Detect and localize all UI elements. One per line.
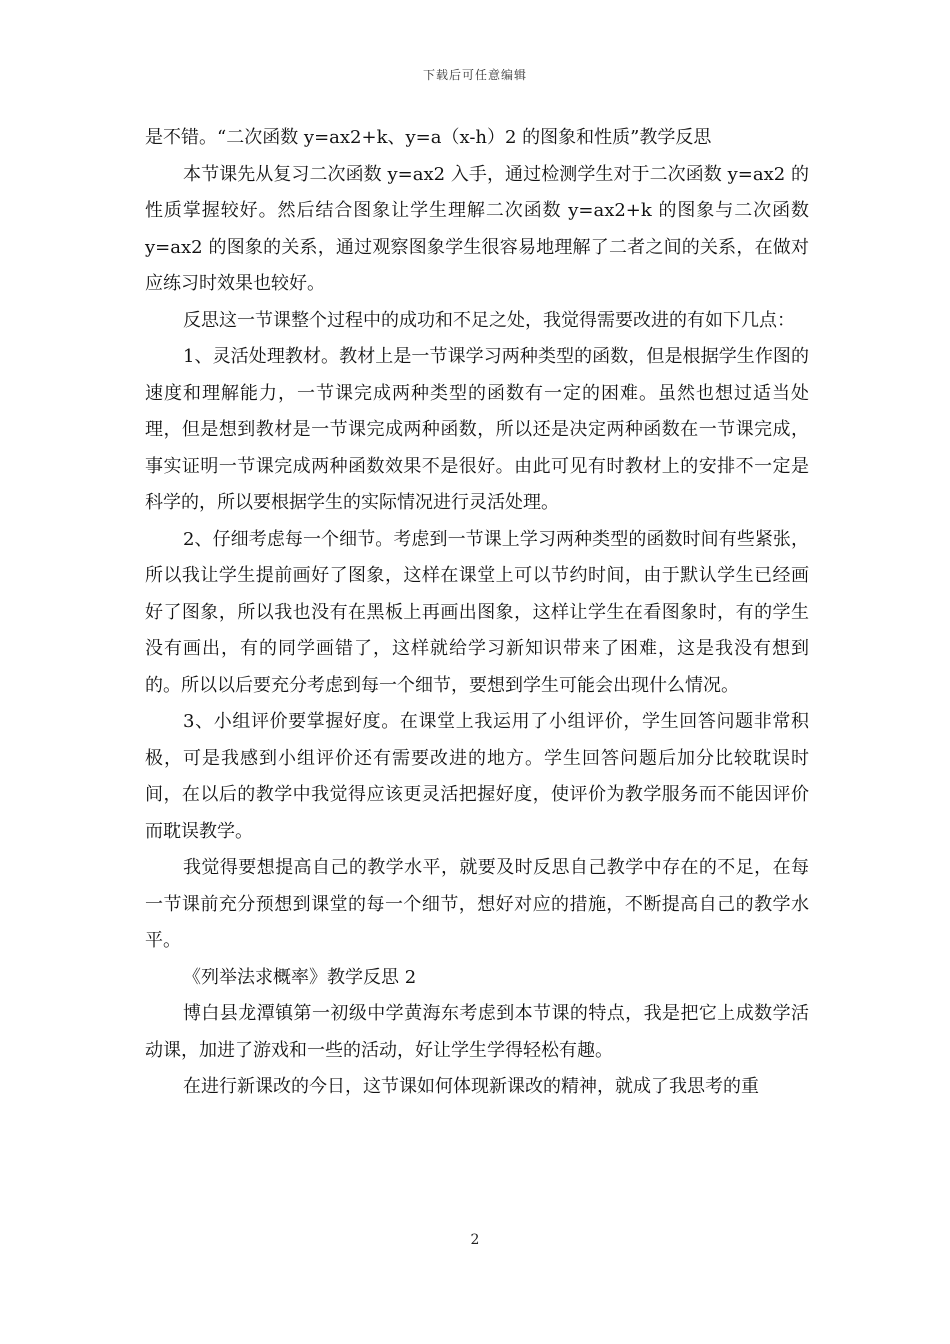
page-number: 2 (470, 1232, 480, 1248)
document-body (145, 120, 809, 1106)
paragraph: 我觉得要想提高自己的教学水平，就要及时反思自己教学中存在的不足，在每一节课前充分预想到课堂的每一个细节，想好对应的措施，不断提高自己的教学水平。 (145, 857, 809, 951)
list-item: 3、小组评价要掌握好度。在课堂上我运用了小组评价，学生回答问题非常积极，可是我感到小组评价还有需要改进的地方。学生回答问题后加分比较耽误时间，在以后的教学中我觉得应该更灵活把握好度，使评价为教学服务而不能因评价而耽误教学。 (145, 711, 809, 842)
page-header: 下载后可任意编辑 (422, 68, 527, 82)
list-item: 2、仔细考虑每一个细节。考虑到一节课上学习两种类型的函数时间有些紧张，所以我让学生提前画好了图象，这样在课堂上可以节约时间，由于默认学生已经画好了图象，所以我也没有在黑板上再画出图象，这样让学生在看图象时，有的学生没有画出，有的同学画错了，这样就给学习新知识带来了困难，这是我没有想到的。所以以后要充分考虑到每一个细节，要想到学生可能会出现什么情况。 (145, 528, 809, 696)
paragraph: 是不错。“二次函数 y=ax2+k、y=a（x-h）2 的图象和性质”教学反思 (145, 127, 712, 148)
paragraph: 在进行新课改的今日，这节课如何体现新课改的精神，就成了我思考的重 (183, 1076, 759, 1097)
paragraph: 博白县龙潭镇第一初级中学黄海东考虑到本节课的特点，我是把它上成数学活动课，加进了游戏和一些的活动，好让学生学得轻松有趣。 (145, 1003, 809, 1061)
paragraph: 反思这一节课整个过程中的成功和不足之处，我觉得需要改进的有如下几点： (183, 309, 795, 331)
list-item: 1、灵活处理教材。教材上是一节课学习两种类型的函数，但是根据学生作图的速度和理解能力，一节课完成两种类型的函数有一定的困难。虽然也想过适当处理，但是想到教材是一节课完成两种函数，所以还是决定两种函数在一节课完成，事实证明一节课完成两种函数效果不是很好。由此可见有时教材上的安排不一定是科学的，所以要根据学生的实际情况进行灵活处理。 (145, 346, 809, 513)
section-title: 《列举法求概率》教学反思 2 (183, 966, 417, 988)
paragraph: 本节课先从复习二次函数 y=ax2 入手，通过检测学生对于二次函数 y=ax2 的性质掌握较好。然后结合图象让学生理解二次函数 y=ax2+k 的图象与二次函数 y=ax2 的图象的关系，通过观察图象学生很容易地理解了二者之间的关系，在做对应练习时效果也较好。 (145, 163, 809, 294)
